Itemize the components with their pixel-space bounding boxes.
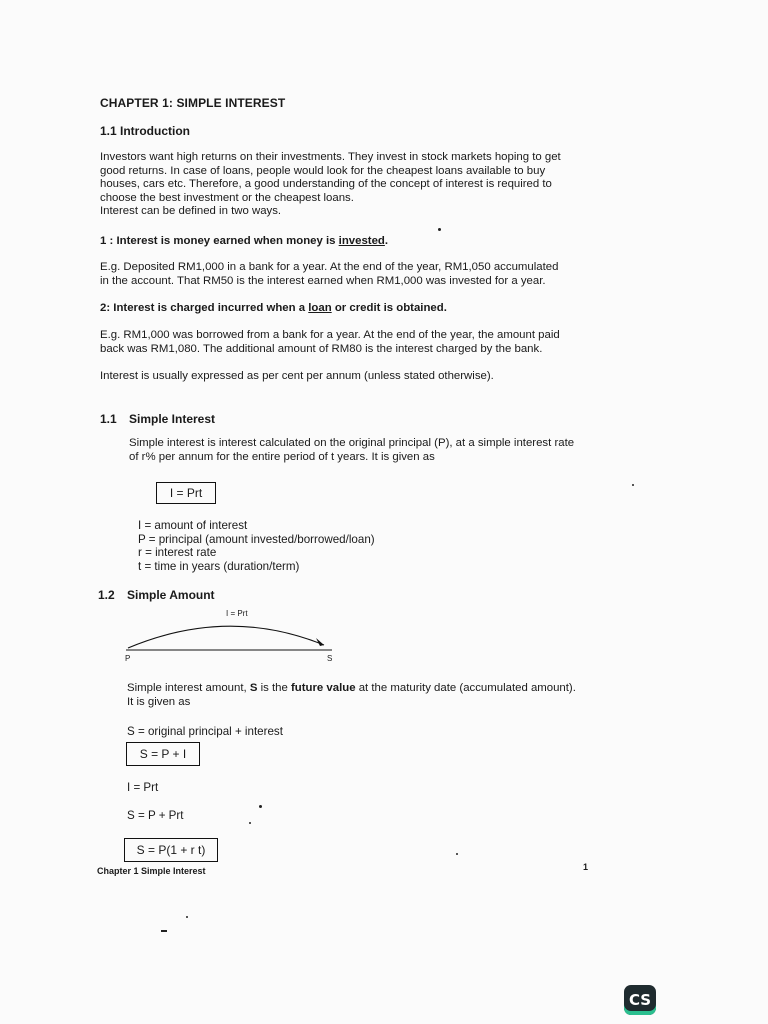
definition-1-suffix: . (384, 235, 389, 247)
example-line: in the account. That RM50 is the interest earned when RM1,000 was invested for a year. (100, 274, 546, 287)
intro-line: Investors want high returns on their investments. They invest in stock markets hoping to get (100, 151, 561, 163)
formula-box-s-p1rt (124, 838, 218, 862)
variable-item: I = amount of interest (138, 519, 248, 532)
desc-s: S (249, 682, 258, 694)
example-line: back was RM1,080. The additional amount of RM80 is the interest charged by the bank. (100, 342, 543, 355)
end-label: S (327, 654, 333, 663)
formula-s-p1rt: S = P(1 + r t) (136, 843, 206, 857)
section-1-1-title: Simple Interest (129, 412, 216, 426)
formula-i-prt: I = Prt (169, 486, 203, 500)
description-line: It is given as (127, 695, 191, 708)
variable-item: P = principal (amount invested/borrowed/loan) (138, 532, 375, 546)
intro-line: houses, cars etc. Therefore, a good understanding of the concept of interest is required to (100, 178, 552, 191)
definition-2-text: 2: Interest is charged incurred when a (100, 302, 309, 314)
page-number: 1 (583, 862, 589, 872)
interest-arc (128, 626, 324, 648)
scan-speck (249, 822, 251, 824)
simple-amount-description (127, 682, 627, 709)
time-line-diagram (118, 612, 348, 662)
desc-mid: is the (257, 682, 291, 694)
definition-2-suffix: or credit is obtained. (331, 302, 447, 314)
s-expand-line: S = P + Prt (127, 809, 184, 822)
simple-interest-description (129, 437, 619, 464)
desc-future-value: future value (291, 682, 356, 694)
example-2 (100, 329, 615, 356)
camscanner-logo (624, 985, 656, 1015)
definition-2-keyword: loan (308, 302, 332, 314)
scan-speck (456, 853, 458, 855)
scan-speck (259, 805, 262, 808)
logo-text: CS (628, 991, 652, 1009)
example-1 (100, 261, 615, 288)
description-line: Simple interest is interest calculated on the original principal (P), at a simple interest rate (129, 437, 575, 449)
intro-line: good returns. In case of loans, people would look for the cheapest loans available to buy (100, 164, 546, 177)
description-line (127, 682, 627, 696)
formula-box-s-p-i (126, 742, 200, 766)
s-definition: S = original principal + interest (127, 725, 283, 738)
definition-1-keyword: invested (338, 235, 385, 247)
definition-2 (100, 302, 615, 316)
i-prt-line: I = Prt (127, 781, 159, 794)
variable-list (138, 519, 375, 573)
formula-s-p-i: S = P + I (139, 747, 187, 761)
variable-item: r = interest rate (138, 546, 217, 560)
arc-label: I = Prt (226, 609, 248, 618)
start-label: P (125, 654, 131, 663)
description-line: of r% per annum for the entire period of t years. It is given as (129, 450, 435, 463)
section-1-2-number: 1.2 (98, 588, 115, 602)
intro-line: choose the best investment or the cheapest loans. (100, 191, 354, 204)
interest-note: Interest is usually expressed as per cent per annum (unless stated otherwise). (100, 370, 494, 382)
scan-speck (632, 484, 634, 486)
scan-speck (186, 916, 188, 918)
scan-speck (161, 930, 167, 932)
section-1-1-number: 1.1 (100, 412, 117, 426)
variable-item: t = time in years (duration/term) (138, 559, 300, 573)
chapter-title: CHAPTER 1: SIMPLE INTEREST (100, 96, 286, 110)
scan-speck (438, 228, 441, 231)
definition-1 (100, 235, 615, 249)
intro-paragraph (100, 151, 615, 219)
definition-1-text: 1 : Interest is money earned when money is (100, 235, 339, 247)
section-1-2-title: Simple Amount (127, 588, 215, 602)
desc-suffix: at the maturity date (accumulated amount). (355, 682, 576, 694)
example-line: E.g. Deposited RM1,000 in a bank for a year. At the end of the year, RM1,050 accumulated (100, 261, 559, 273)
desc-prefix: Simple interest amount, (127, 682, 250, 694)
footer-chapter: Chapter 1 Simple Interest (97, 866, 206, 876)
intro-heading: 1.1 Introduction (100, 124, 190, 138)
intro-line: Interest can be defined in two ways. (100, 205, 282, 218)
example-line: E.g. RM1,000 was borrowed from a bank for a year. At the end of the year, the amount paid (100, 329, 560, 341)
formula-box-i-prt (156, 482, 216, 504)
